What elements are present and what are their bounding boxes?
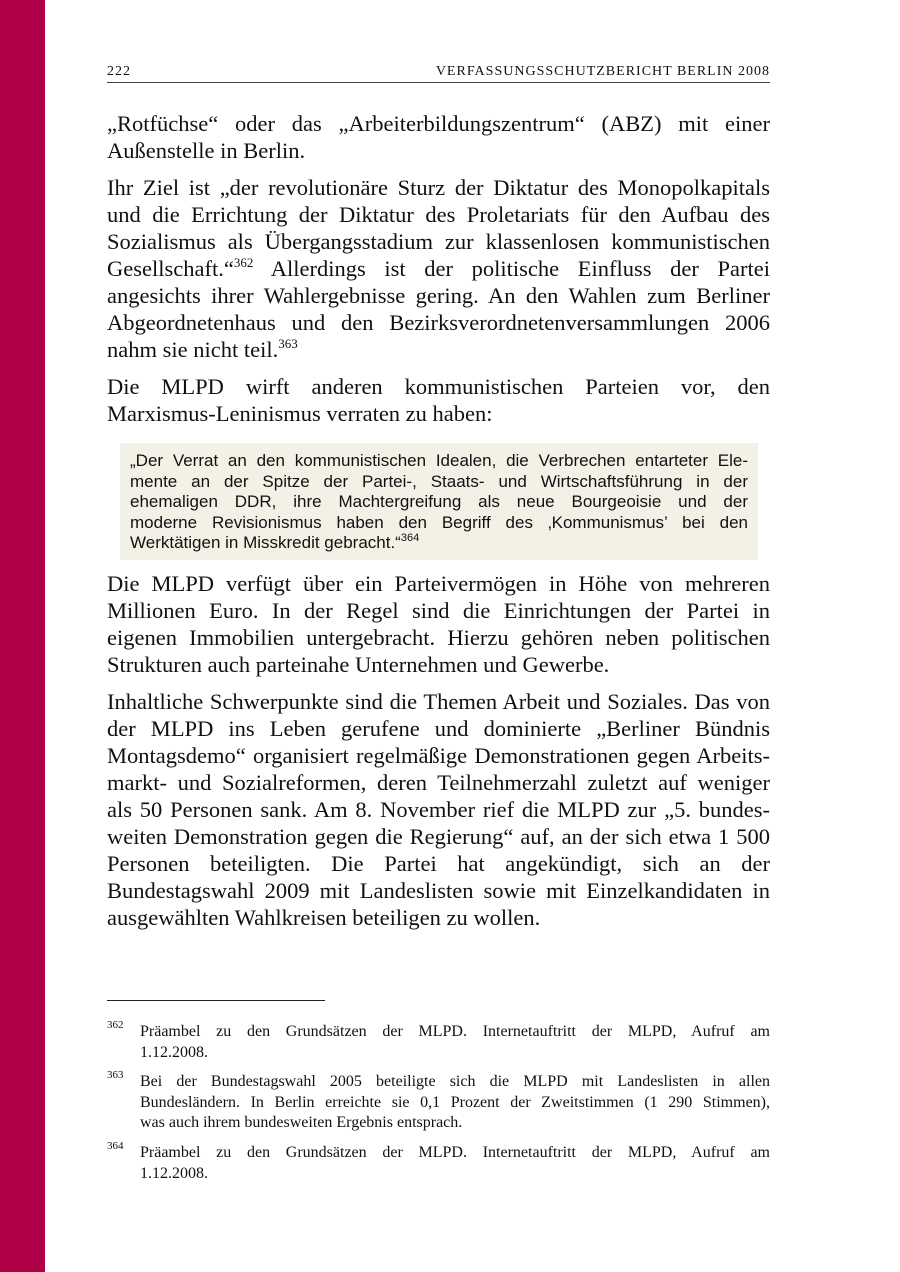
text-fragment: Gesellschaft.“ (107, 256, 234, 281)
text-line: Die MLPD wirft anderen kommunistischen Parteien vor, den (107, 374, 770, 399)
paragraph-1 (107, 110, 770, 164)
footnote-number: 363 (107, 1069, 124, 1081)
footnote-362 (107, 1019, 770, 1063)
text-line (107, 336, 770, 363)
footnote-line: 1.12.2008. (140, 1164, 208, 1182)
text-line: eigenen Immobilien untergebracht. Hierzu gehören neben politischen (107, 625, 770, 650)
footnote-ref[interactable]: 363 (278, 336, 298, 351)
text-line: Außenstelle in Berlin. (107, 138, 306, 163)
paragraph-2 (107, 174, 770, 363)
paragraph-5 (107, 688, 770, 931)
quote-line: moderne Revisionismus haben den Begriff des ‚Kommunismus’ bei den (130, 512, 748, 532)
footnote-line: 1.12.2008. (140, 1043, 208, 1061)
footnote-line: Bundesländern. In Berlin erreichte sie 0,1 Prozent der Zweitstimmen (1 290 Stimmen), (140, 1093, 770, 1111)
text-line: und die Errichtung der Diktatur des Proletariats für den Aufbau des (107, 202, 770, 227)
text-line: als 50 Personen sank. Am 8. November rief die MLPD zur „5. bundes- (107, 797, 770, 822)
quote-line: „Der Verrat an den kommunistischen Idealen, die Verbrechen entarteter Ele- (130, 451, 748, 470)
footnote-line: Präambel zu den Grundsätzen der MLPD. Internetauftritt der MLPD, Aufruf am (140, 1144, 770, 1161)
text-fragment: nahm sie nicht teil. (107, 337, 279, 362)
text-line: Montagsdemo“ organisiert regelmäßige Demonstrationen gegen Arbeits- (107, 743, 770, 768)
text-line: markt- und Sozialreformen, deren Teilnehmerzahl zuletzt auf weniger (107, 770, 770, 795)
text-line: Millionen Euro. In der Regel sind die Einrichtungen der Partei in (107, 598, 770, 623)
page-header (107, 62, 770, 83)
footnote-ref[interactable]: 364 (400, 532, 420, 545)
text-line: Inhaltliche Schwerpunkte sind die Themen Arbeit und Soziales. Das von (107, 689, 770, 714)
running-title: VERFASSUNGSSCHUTZBERICHT BERLIN 2008 (435, 64, 770, 79)
footnote-line: Präambel zu den Grundsätzen der MLPD. Internetauftritt der MLPD, Aufruf am (140, 1023, 770, 1040)
footnote-number: 362 (107, 1019, 124, 1031)
text-line: Ihr Ziel ist „der revolutionäre Sturz der Diktatur des Monopolkapitals (107, 175, 770, 200)
footnote-line: was auch ihrem bundesweiten Ergebnis entsprach. (140, 1114, 463, 1131)
text-line (107, 255, 770, 282)
quote-line: mente an der Spitze der Partei-, Staats- und Wirtschaftsführung in der (130, 471, 748, 491)
paragraph-3 (107, 373, 770, 427)
footnote-line: Bei der Bundestagswahl 2005 beteiligte sich die MLPD mit Landeslisten in allen (140, 1073, 770, 1090)
text-line: Strukturen auch parteinahe Unternehmen und Gewerbe. (107, 652, 610, 677)
footnote-ref[interactable]: 362 (233, 255, 254, 270)
text-line: Personen beteiligten. Die Partei hat angekündigt, sich an der (107, 851, 770, 876)
text-fragment: Werktätigen in Misskredit gebracht.“ (130, 533, 401, 553)
text-line: Die MLPD verfügt über ein Parteivermögen in Höhe von mehreren (107, 571, 770, 596)
footnote-363 (107, 1069, 770, 1134)
text-line: der MLPD ins Leben gerufene und dominierte „Berliner Bündnis (107, 716, 770, 741)
footnote-separator (107, 1000, 325, 1001)
text-line: ausgewählten Wahlkreisen beteiligen zu wollen. (107, 905, 541, 930)
text-line: Abgeordnetenhaus und den Bezirksverordnetenversammlungen 2006 (107, 310, 770, 335)
footnote-number: 364 (107, 1140, 124, 1152)
text-line: Marxismus-Leninismus verraten zu haben: (107, 401, 493, 426)
quote-line: ehemaligen DDR, ihre Machtergreifung als neue Bourgeoisie und der (130, 492, 748, 512)
text-fragment: Allerdings ist der politische Einfluss der Partei (270, 256, 770, 281)
quote-block (120, 443, 758, 560)
text-line: Sozialismus als Übergangsstadium zur klassenlosen kommunistischen (107, 229, 770, 254)
paragraph-4 (107, 570, 770, 678)
page-number: 222 (107, 64, 131, 79)
text-line: weiten Demonstration gegen die Regierung“ auf, an der sich etwa 1 500 (107, 824, 770, 849)
footnote-364 (107, 1140, 770, 1184)
quote-line (130, 533, 748, 554)
text-line: angesichts ihrer Wahlergebnisse gering. An den Wahlen zum Berliner (107, 283, 770, 308)
text-line: „Rotfüchse“ oder das „Arbeiterbildungszentrum“ (ABZ) mit einer (107, 111, 770, 136)
text-line: Bundestagswahl 2009 mit Landeslisten sowie mit Einzelkandidaten in (107, 878, 770, 903)
side-color-bar (0, 0, 45, 1272)
